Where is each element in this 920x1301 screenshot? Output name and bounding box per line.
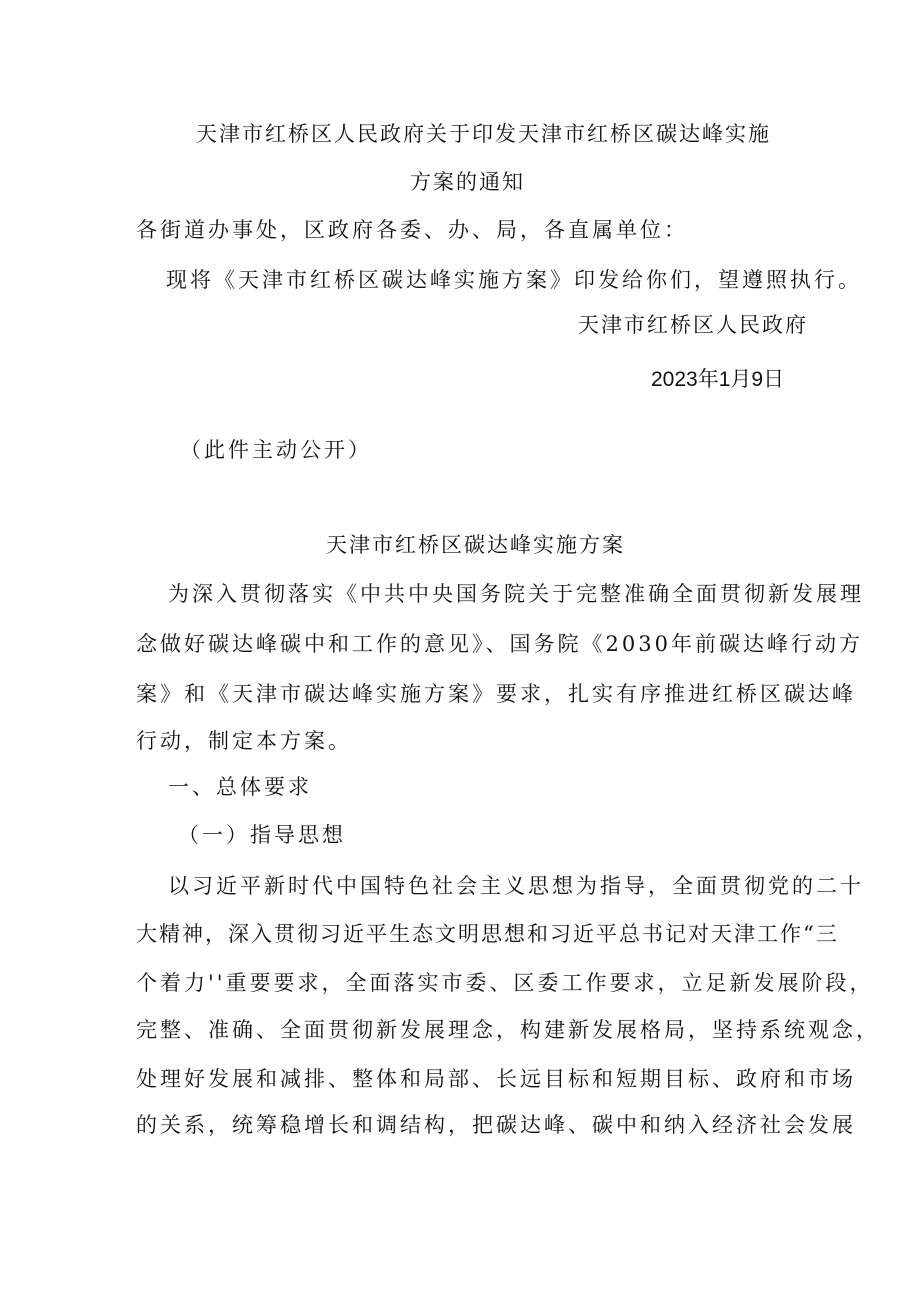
- guiding-thought-line: 完整、准确、全面贯彻新发展理念，构建新发展格局，坚持系统观念，: [136, 1018, 880, 1042]
- issue-date: 2023年1月9日: [651, 368, 785, 391]
- guiding-thought-line: 的关系，统筹稳增长和调结构，把碳达峰、碳中和纳入经济社会发展: [136, 1113, 856, 1137]
- addressee: 各街道办事处，区政府各委、办、局，各直属单位：: [136, 218, 688, 242]
- guiding-thought-line: 个着力''重要要求，全面落实市委、区委工作要求，立足新发展阶段，: [136, 971, 874, 995]
- notice-title-line-1: 天津市红桥区人民政府关于印发天津市红桥区碳达峰实施: [196, 122, 771, 146]
- intro-line: 案》和《天津市碳达峰实施方案》要求，扎实有序推进红桥区碳达峰: [136, 682, 856, 706]
- intro-line: 念做好碳达峰碳中和工作的意见》、国务院《2030年前碳达峰行动方: [136, 632, 863, 656]
- subsection-heading: （一）指导思想: [178, 823, 346, 847]
- plan-title: 天津市红桥区碳达峰实施方案: [326, 533, 625, 557]
- disclosure-note: （此件主动公开）: [180, 438, 372, 462]
- notice-body: 现将《天津市红桥区碳达峰实施方案》印发给你们，望遵照执行。: [166, 268, 862, 292]
- section-heading: 一、总体要求: [168, 775, 312, 799]
- notice-title-line-2: 方案的通知: [410, 170, 525, 194]
- intro-line: 行动，制定本方案。: [136, 729, 352, 753]
- guiding-thought-line: 以习近平新时代中国特色社会主义思想为指导，全面贯彻党的二十: [168, 874, 864, 898]
- guiding-thought-line: 处理好发展和减排、整体和局部、长远目标和短期目标、政府和市场: [136, 1067, 856, 1091]
- issuer: 天津市红桥区人民政府: [578, 313, 808, 337]
- intro-line: 为深入贯彻落实《中共中央国务院关于完整准确全面贯彻新发展理: [168, 582, 864, 606]
- guiding-thought-line: 大精神，深入贯彻习近平生态文明思想和习近平总书记对天津工作“三: [136, 922, 839, 946]
